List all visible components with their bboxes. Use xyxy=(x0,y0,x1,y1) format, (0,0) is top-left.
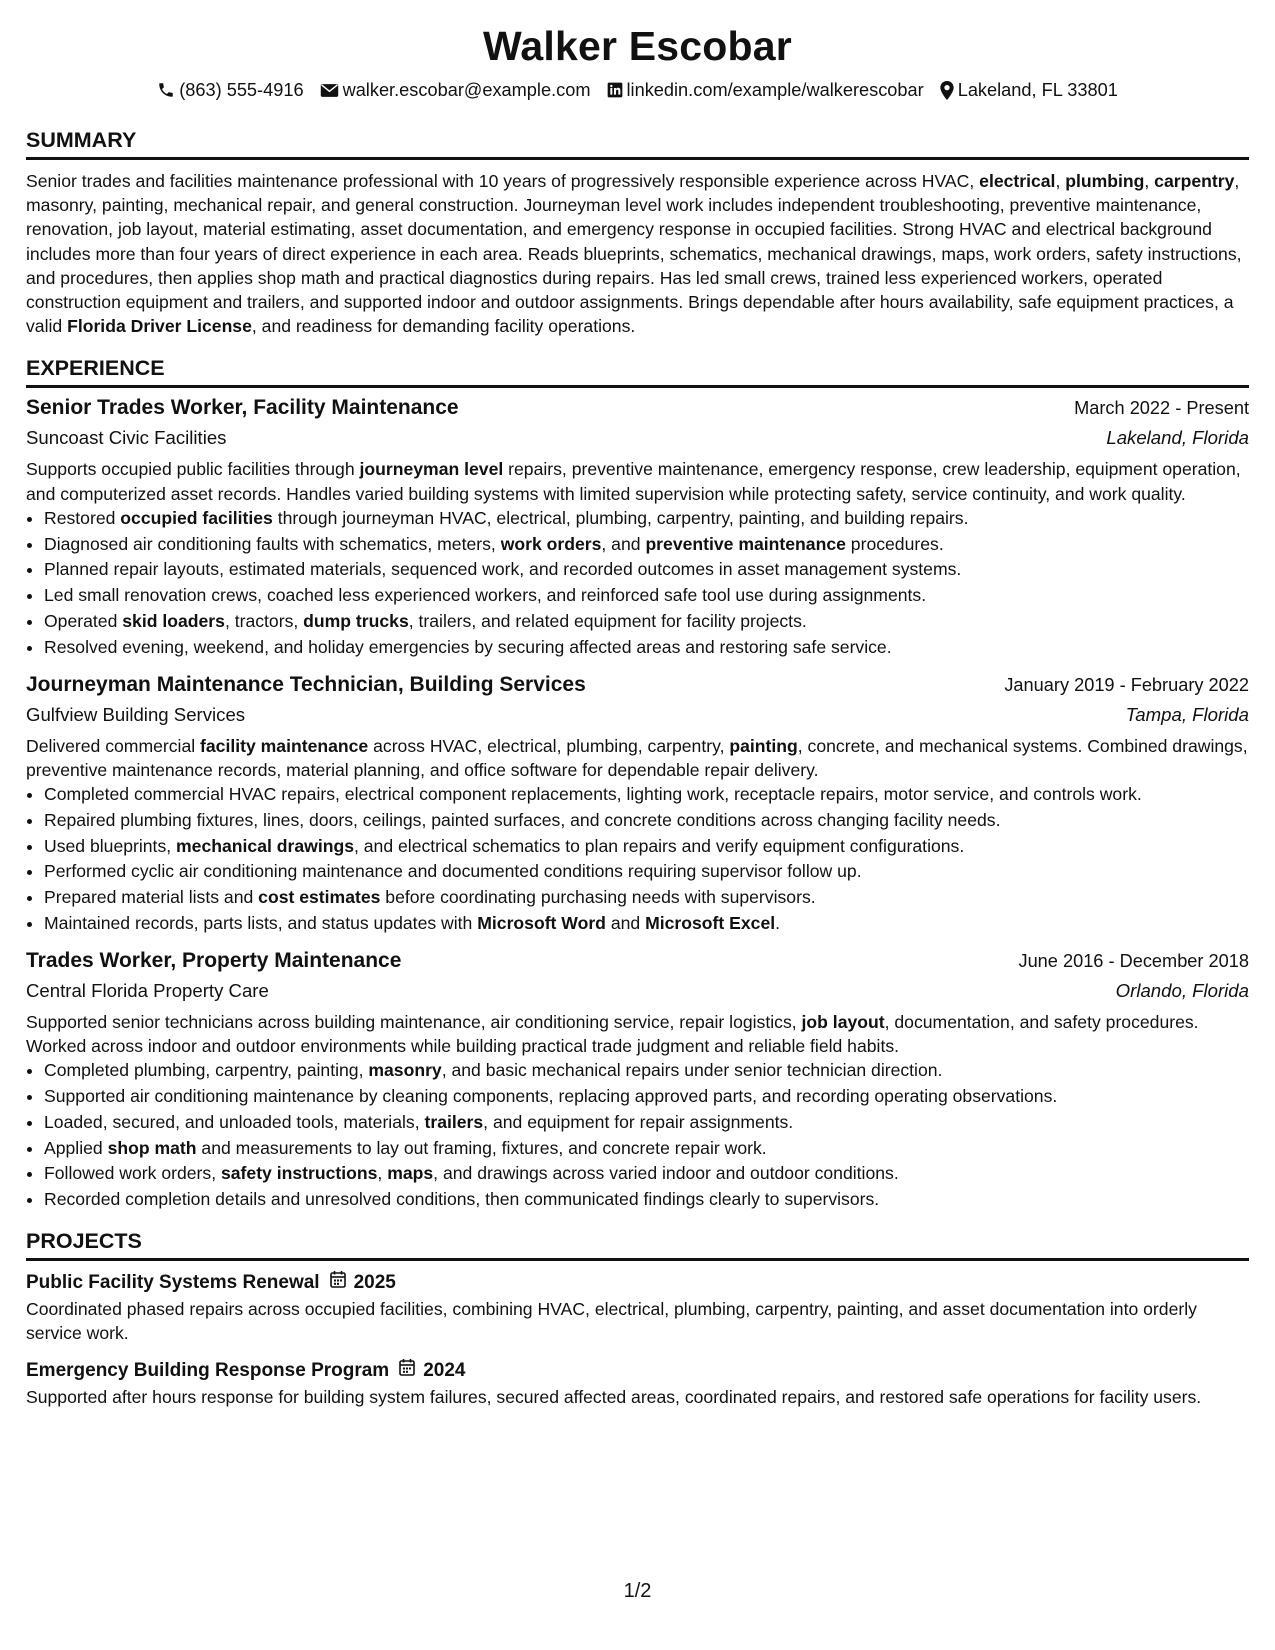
job-title: Trades Worker, Property Maintenance xyxy=(26,948,402,972)
phone-icon xyxy=(157,81,175,99)
bold-text: trailers xyxy=(424,1111,484,1132)
summary-heading: SUMMARY xyxy=(26,126,1249,160)
bullet-item: • Completed commercial HVAC repairs, electrical component replacements, lighting work, receptacle repairs, motor service, and controls work. xyxy=(44,782,1249,808)
project-year: 2025 xyxy=(353,1271,396,1293)
envelope-icon xyxy=(320,83,339,98)
summary-text: Senior trades and facilities maintenance professional with 10 years of progressively responsible experience across HVAC, electrical, plumbing, carpentry, masonry, painting, mechanical repair, and general construction. Journeyman level work includes independent troubleshooting, preventive maintenance, renovation, job layout, material estimating, asset documentation, and emergency response in occupied facilities. Strong HVAC and electrical background includes more than four years of direct experience in each area. Reads blueprints, schematics, mechanical drawings, maps, work orders, safety instructions, and procedures, then applies shop math and practical diagnostics during repairs. Has led small crews, trained less experienced workers, operated construction equipment and trailers, and supported indoor and outdoor assignments. Brings dependable after hours availability, safe equipment practices, a valid Florida Driver License, and readiness for demanding facility operations. xyxy=(26,171,1242,337)
experience-section xyxy=(26,354,1249,1213)
job-description: Supports occupied public facilities through journeyman level repairs, preventive maintenance, emergency response, crew leadership, equipment operation, and computerized asset records. Handles varied building systems with limited supervision while protecting safety, service continuity, and work quality. xyxy=(26,459,1241,504)
resume-page xyxy=(26,18,1249,1410)
bold-text: dump trucks xyxy=(303,611,409,632)
bullet-item: • Performed cyclic air conditioning maintenance and documented conditions requiring supervisor follow up. xyxy=(44,859,1249,885)
project-description: Coordinated phased repairs across occupied facilities, combining HVAC, electrical, plumbing, carpentry, painting, and asset documentation into orderly service work. xyxy=(26,1298,1197,1344)
bold-text: electrical xyxy=(979,171,1056,191)
bullet-item: • Applied shop math and measurements to lay out framing, fixtures, and concrete repair work. xyxy=(44,1136,1249,1162)
job-bullets xyxy=(26,506,1249,661)
bold-text: preventive maintenance xyxy=(645,533,846,554)
bullet-item: • Planned repair layouts, estimated materials, sequenced work, and recorded outcomes in asset management systems. xyxy=(44,557,1249,583)
project-entry xyxy=(26,1269,1249,1345)
project-description: Supported after hours response for building system failures, secured affected areas, coordinated repairs, and restored safe operations for facility users. xyxy=(26,1387,1202,1408)
job-company: Suncoast Civic Facilities xyxy=(26,427,227,449)
bullet-item: • Restored occupied facilities through journeyman HVAC, electrical, plumbing, carpentry, painting, and building repairs. xyxy=(44,506,1249,532)
job-description: Supported senior technicians across building maintenance, air conditioning service, repair logistics, job layout, documentation, and safety procedures. Worked across indoor and outdoor environments while building practical trade judgment and reliable field habits. xyxy=(26,1011,1199,1056)
linkedin-text: linkedin.com/example/walkerescobar xyxy=(626,80,924,100)
bullet-item: • Maintained records, parts lists, and status updates with Microsoft Word and Microsoft Excel. xyxy=(44,911,1249,937)
job-dates: June 2016 - December 2018 xyxy=(1018,950,1249,971)
contact-linkedin[interactable] xyxy=(607,76,924,104)
bullet-item: • Led small renovation crews, coached less experienced workers, and reinforced safe tool use during assignments. xyxy=(44,583,1249,609)
bold-text: Florida Driver License xyxy=(67,316,252,337)
summary-section xyxy=(26,126,1249,338)
bold-text: work orders xyxy=(500,533,602,554)
job-dates: March 2022 - Present xyxy=(1074,398,1249,419)
email-text: walker.escobar@example.com xyxy=(342,80,591,100)
bold-text: maps xyxy=(387,1163,434,1184)
project-name: Emergency Building Response Program xyxy=(26,1360,390,1382)
bold-text: occupied facilities xyxy=(120,507,273,528)
job-dates: January 2019 - February 2022 xyxy=(1004,674,1249,695)
map-pin-icon xyxy=(940,81,954,100)
projects-heading: PROJECTS xyxy=(26,1227,1249,1261)
experience-heading: EXPERIENCE xyxy=(26,354,1249,388)
bullet-item: • Recorded completion details and unresolved conditions, then communicated findings clearly to supervisors. xyxy=(44,1187,1249,1213)
job-entry xyxy=(26,670,1249,937)
job-location: Orlando, Florida xyxy=(1115,979,1249,1001)
projects-section xyxy=(26,1227,1249,1410)
bold-text: journeyman level xyxy=(359,459,504,480)
bold-text: mechanical drawings xyxy=(176,835,354,856)
bold-text: facility maintenance xyxy=(200,735,369,756)
bold-text: painting xyxy=(729,735,798,756)
bold-text: skid loaders xyxy=(122,611,225,632)
bullet-item: • Prepared material lists and cost estimates before coordinating purchasing needs with supervisors. xyxy=(44,885,1249,911)
bullet-item: • Diagnosed air conditioning faults with schematics, meters, work orders, and preventive maintenance procedures. xyxy=(44,532,1249,558)
job-title: Journeyman Maintenance Technician, Building Services xyxy=(26,672,586,696)
job-title: Senior Trades Worker, Facility Maintenance xyxy=(26,396,459,420)
calendar-icon xyxy=(330,1269,346,1297)
job-entry xyxy=(26,946,1249,1213)
candidate-name: Walker Escobar xyxy=(483,23,792,69)
bold-text: cost estimates xyxy=(258,887,381,908)
bold-text: carpentry xyxy=(1154,171,1235,191)
bold-text: plumbing xyxy=(1065,171,1145,191)
phone-text: (863) 555-4916 xyxy=(179,80,304,100)
bold-text: shop math xyxy=(107,1137,197,1158)
bullet-item: • Supported air conditioning maintenance by cleaning components, replacing approved parts, and recording operating observations. xyxy=(44,1084,1249,1110)
calendar-icon xyxy=(399,1357,415,1385)
location-text: Lakeland, FL 33801 xyxy=(957,80,1118,100)
bold-text: masonry xyxy=(368,1060,442,1081)
bullet-item: • Repaired plumbing fixtures, lines, doors, ceilings, painted surfaces, and concrete conditions across changing facility needs. xyxy=(44,808,1249,834)
bullet-item: • Completed plumbing, carpentry, painting, masonry, and basic mechanical repairs under senior technician direction. xyxy=(44,1058,1249,1084)
bullet-item: • Followed work orders, safety instructions, maps, and drawings across varied indoor and outdoor conditions. xyxy=(44,1161,1249,1187)
job-location: Tampa, Florida xyxy=(1125,703,1249,725)
contact-phone xyxy=(157,76,303,104)
project-entry xyxy=(26,1357,1249,1409)
job-company: Central Florida Property Care xyxy=(26,979,269,1001)
job-company: Gulfview Building Services xyxy=(26,703,246,725)
bold-text: Microsoft Word xyxy=(477,913,606,933)
contact-bar xyxy=(26,76,1249,104)
project-name: Public Facility Systems Renewal xyxy=(26,1271,320,1293)
job-description: Delivered commercial facility maintenance across HVAC, electrical, plumbing, carpentry, painting, concrete, and mechanical systems. Combined drawings, preventive maintenance records, material planning, and office software for dependable repair delivery. xyxy=(26,735,1248,780)
bullet-item: • Operated skid loaders, tractors, dump trucks, trailers, and related equipment for facility projects. xyxy=(44,609,1249,635)
bold-text: job layout xyxy=(801,1011,885,1032)
contact-location xyxy=(940,76,1118,104)
project-year: 2024 xyxy=(423,1360,466,1382)
bold-text: safety instructions xyxy=(220,1163,378,1184)
job-entry xyxy=(26,393,1249,660)
page-number: 1/2 xyxy=(623,1580,652,1602)
job-location: Lakeland, Florida xyxy=(1106,427,1249,449)
linkedin-icon xyxy=(607,82,623,98)
bullet-item: • Resolved evening, weekend, and holiday emergencies by securing affected areas and restoring safe service. xyxy=(44,635,1249,661)
bullet-item: • Loaded, secured, and unloaded tools, materials, trailers, and equipment for repair assignments. xyxy=(44,1110,1249,1136)
contact-email[interactable] xyxy=(320,76,591,104)
job-bullets xyxy=(26,1058,1249,1213)
bullet-item: • Used blueprints, mechanical drawings, and electrical schematics to plan repairs and verify equipment configurations. xyxy=(44,834,1249,860)
job-bullets xyxy=(26,782,1249,937)
bold-text: Microsoft Excel xyxy=(645,913,776,933)
